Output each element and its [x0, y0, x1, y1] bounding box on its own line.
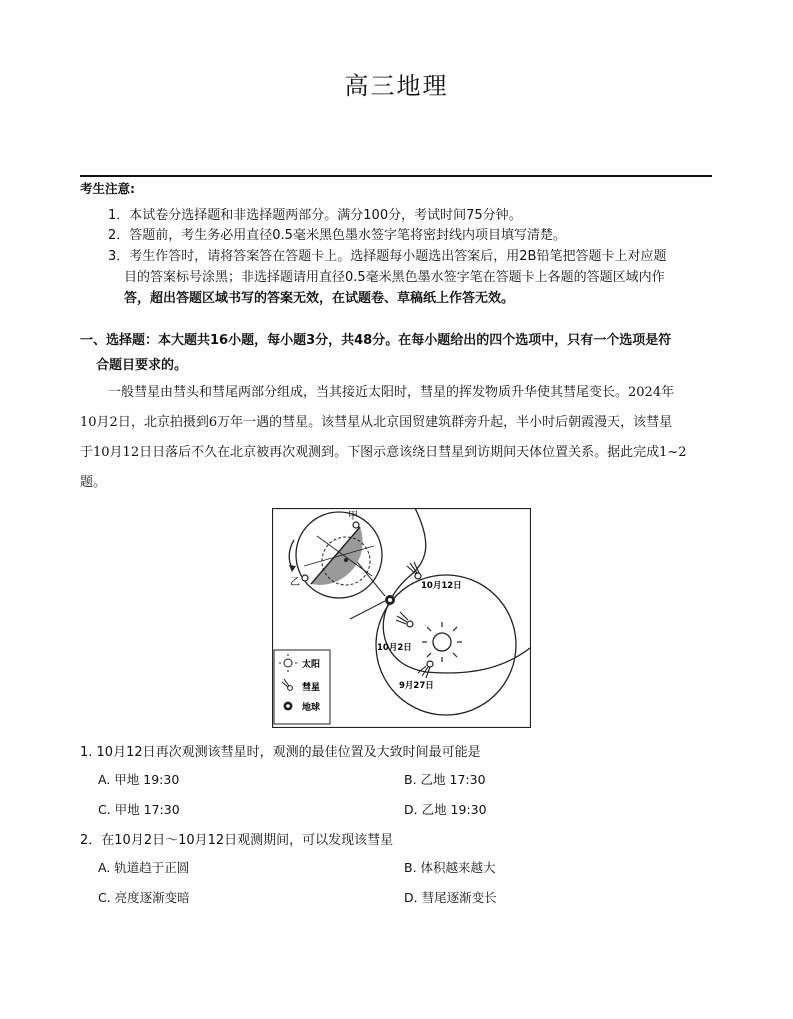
- passage-line-1: 一般彗星由彗头和彗尾两部分组成，当其接近太阳时，彗星的挥发物质升华使其彗尾变长。2024年: [108, 385, 675, 400]
- question-2-option-d: D. 彗尾逐渐变长: [404, 890, 497, 905]
- question-1-option-a: A. 甲地 19:30: [98, 772, 180, 787]
- question-2-option-c: C. 亮度逐渐变暗: [98, 890, 190, 905]
- question-1-option-c: C. 甲地 17:30: [98, 802, 180, 817]
- legend-comet-label: 彗星: [302, 683, 321, 693]
- question-2-stem: 2．在10月2日～10月12日观测期间，可以发现该彗星: [80, 833, 394, 848]
- earth-icon: [385, 595, 395, 605]
- notice-item-1: 1．本试卷分选择题和非选择题两部分。满分100分，考试时间75分钟。: [108, 208, 522, 223]
- passage-line-4: 题。: [80, 475, 107, 490]
- question-1-stem: 1. 10月12日再次观测该彗星时，观测的最佳位置及大致时间最可能是: [80, 745, 481, 760]
- notice-item-3-cont-2: 答，超出答题区域书写的答案无效，在试题卷、草稿纸上作答无效。: [124, 291, 515, 306]
- legend-sun-label: 太阳: [302, 660, 321, 670]
- question-1-option-b: B. 乙地 17:30: [404, 772, 486, 787]
- notice-item-3: 3．考生作答时，请将答案答在答题卡上。选择题每小题选出答案后，用2B铅笔把答题卡上对应题: [108, 249, 667, 264]
- comet-orbit-figure: [272, 508, 531, 728]
- question-2-option-b: B. 体积越来越大: [404, 860, 496, 875]
- page-title: 高三地理: [344, 72, 449, 100]
- header-divider: [80, 175, 712, 177]
- notice-item-3-cont-1: 目的答案标号涂黑；非选择题请用直径0.5毫米黑色墨水签字笔在答题卡上各题的答题区域内作: [124, 270, 665, 285]
- label-yi: 乙: [290, 577, 300, 588]
- passage-line-3: 于10月12日日落后不久在北京被再次观测到。下图示意该绕日彗星到访期间天体位置关系。据此完成1~2: [80, 445, 687, 460]
- section-heading-cont: 合题目要求的。: [96, 358, 188, 373]
- section-heading: 一、选择题：本大题共16小题，每小题3分，共48分。在每小题给出的四个选项中，只有一个选项是符: [80, 333, 672, 348]
- legend-earth-icon: [284, 702, 293, 711]
- question-2-option-a: A. 轨道趋于正圆: [98, 860, 190, 875]
- legend-earth-label: 地球: [302, 703, 321, 713]
- passage-line-2: 10月2日，北京拍摄到6万年一遇的彗星。该彗星从北京国贸建筑群旁升起，半小时后朝霞漫天，该彗星: [80, 415, 673, 430]
- question-1-option-d: D. 乙地 19:30: [404, 802, 487, 817]
- label-oct12: 10月12日: [421, 581, 462, 591]
- notice-heading: 考生注意:: [80, 181, 135, 196]
- notice-item-2: 2．答题前，考生务必用直径0.5毫米黑色墨水签字笔将密封线内项目填写清楚。: [108, 228, 566, 243]
- label-sep27: 9月27日: [399, 681, 434, 691]
- label-jia: 甲: [348, 511, 358, 522]
- label-oct2: 10月2日: [377, 643, 412, 653]
- orbit-diagram: [272, 508, 531, 728]
